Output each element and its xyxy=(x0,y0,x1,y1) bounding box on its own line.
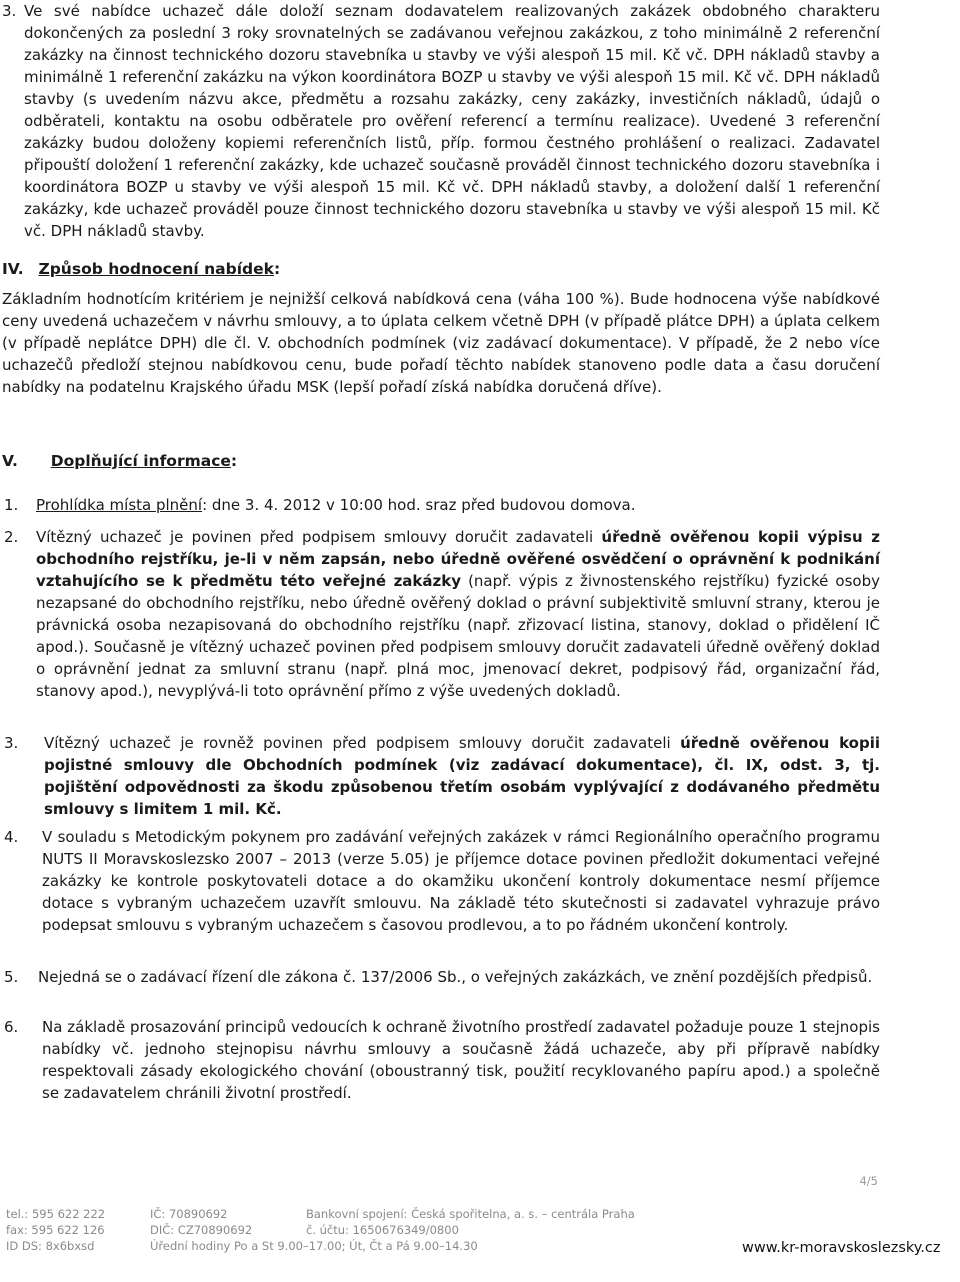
item-text xyxy=(36,494,960,516)
item-text: V souladu s Metodickým pokynem pro zadávání veřejných zakázek v rámci Regionálního operačního programu NUTS II Moravskoslezsko 2007 – 2013 (verze 5.05) je příjemce dotace povinen předložit dokumentaci veřejné zakázky ke kontrole poskytovateli dotace a do okamžiku ukončení kontroly dokumentace nesmí příjemce dotace s vybraným uchazečem uzavřít smlouvu. Na základě této skutečnosti si zadavatel vyhrazuje právo podepsat smlouvu s vybraným uchazečem s časovou prodlevou, a to po řádném ukončení kontroly. xyxy=(42,828,880,934)
section-number: V. xyxy=(2,452,18,470)
item-number: 6. xyxy=(4,1018,19,1036)
item-text: Na základě prosazování principů vedoucích k ochraně životního prostředí zadavatel požaduje pouze 1 stejnopis nabídky vč. jednoho stejnopisu návrhu smlouvy a současně žádá uchazeče, aby při přípravě nabídky respektovali zásady ekologického chování (oboustranný tisk, použití recyklovaného papíru apod.) a společně se zadavatelem chránili životní prostředí. xyxy=(42,1018,880,1102)
item-text xyxy=(36,526,960,702)
section-colon: : xyxy=(230,452,238,470)
section-iv-heading xyxy=(2,258,280,280)
item-number: 2. xyxy=(4,528,19,546)
section-title: Způsob hodnocení nabídek xyxy=(38,260,274,278)
footer-contact xyxy=(6,1206,105,1254)
section-number: IV. xyxy=(2,260,24,278)
footer-data-box: ID DS: 8x6bxsd xyxy=(6,1239,95,1253)
section-v-heading xyxy=(2,450,237,472)
item-text: Ve své nabídce uchazeč dále doloží seznam dodavatelem realizovaných zakázek obdobného charakteru dokončených za poslední 3 roky srovnatelných se zadávanou veřejnou zakázkou, z toho minimálně 2 referenční zakázky na činnost technického dozoru stavebníka u stavby ve výši alespoň 15 mil. Kč vč. DPH nákladů stavby a minimálně 1 referenční zakázku na výkon koordinátora BOZP u stavby ve výši alespoň 15 mil. Kč vč. DPH nákladů stavby (s uvedením názvu akce, předmětu a rozsahu zakázky, ceny zakázky, investičních nákladů, údajů o odběrateli, kontaktu na osobu odběratele pro ověření referencí a termínu realizace). Uvedené 3 referenční zakázky budou doloženy kopiemi referenčních listů, příp. formou čestného prohlášení o realizaci. Zadavatel připouští doložení 1 referenční zakázky, kde uchazeč současně prováděl činnost technického dozoru stavebníka i koordinátora BOZP u stavby ve výši alespoň 15 mil. Kč vč. DPH nákladů stavby, a doložení další 1 referenční zakázky, kde uchazeč prováděl pouze činnost technického dozoru stavebníka u stavby ve výši alespoň 15 mil. Kč vč. DPH nákladů stavby. xyxy=(24,2,880,240)
footer-fax: fax: 595 622 126 xyxy=(6,1223,105,1237)
section-title: Doplňující informace xyxy=(50,452,231,470)
inspection-label: Prohlídka místa plnění xyxy=(36,496,203,514)
item-text: Nejedná se o zadávací řízení dle zákona č. 137/2006 Sb., o veřejných zakázkách, ve znění pozdějších předpisů. xyxy=(38,968,873,986)
item-3-intro xyxy=(0,0,960,242)
footer-bank xyxy=(306,1206,635,1238)
item-number: 3. xyxy=(4,734,19,752)
info-item-4 xyxy=(0,826,960,936)
info-item-2 xyxy=(0,526,960,702)
footer-account: č. účtu: 1650676349/0800 xyxy=(306,1223,459,1237)
info-item-6 xyxy=(0,1016,960,1104)
item-text-part: (např. výpis z živnostenského rejstříku) fyzické osoby nezapsané do obchodního rejstříku, nebo úředně ověřený doklad o právní subjektivitě smluvní strany, kterou je právnická osoba nezapisovaná do obchodního rejstříku (např. zřizovací listina, stanovy, doklad o přidělení IČ apod.). Současně je vítězný uchazeč povinen před podpisem smlouvy doručit zadavateli úředně ověřený doklad o oprávnění jednat za smluvní stranu (např. plná moc, jmenovací dekret, podpisový řád, organizační řád, stanovy apod.), nevyplývá-li toto oprávnění přímo z výše uvedených dokladů. xyxy=(36,572,880,700)
item-text-bold: úředně ověřenou kopii výpisu z obchodního rejstříku, je-li v něm zapsán, nebo úředně ověřené osvědčení o oprávnění k podnikání vztahujícího se k předmětu této veřejné zakázky xyxy=(36,528,881,590)
item-text-part: Vítězný uchazeč je rovněž povinen před podpisem smlouvy doručit zadavateli xyxy=(44,734,681,752)
page-number: 4/5 xyxy=(859,1174,878,1188)
section-iv-text xyxy=(0,288,960,398)
section-colon: : xyxy=(273,260,281,278)
info-item-5 xyxy=(0,966,960,988)
item-text-bold: úředně ověřenou kopii pojistné smlouvy dle Obchodních podmínek (viz zadávací dokumentace), čl. IX, odst. 3, tj. pojištění odpovědnosti za škodu způsobenou třetím osobám vyplývající z dodávaného předmětu smlouvy s limitem 1 mil. Kč. xyxy=(44,734,880,818)
item-number: 4. xyxy=(4,828,19,846)
inspection-details: : dne 3. 4. 2012 v 10:00 hod. sraz před budovou domova. xyxy=(202,496,636,514)
item-text-part: Vítězný uchazeč je povinen před podpisem smlouvy doručit zadavateli xyxy=(36,528,602,546)
footer-ico: IČ: 70890692 xyxy=(150,1207,228,1221)
footer-dic: DIČ: CZ70890692 xyxy=(150,1223,253,1237)
evaluation-text: Základním hodnotícím kritériem je nejnižší celková nabídková cena (váha 100 %). Bude hodnocena výše nabídkové ceny uvedená uchazečem v návrhu smlouvy, a to úplata celkem včetně DPH (v případě plátce DPH) a úplata celkem (v případě neplátce DPH) dle čl. V. obchodních podmínek (viz zadávací dokumentace). V případě, že 2 nebo více uchazečů předloží stejnou nabídkovou cenu, bude pořadí těchto nabídek stanoveno podle data a času doručení nabídky na podatelnu Krajského úřadu MSK (lepší pořadí získá nabídka doručená dříve). xyxy=(2,290,880,396)
footer-office-hours: Úřední hodiny Po a St 9.00–17.00; Út, Čt a Pá 9.00–14.30 xyxy=(150,1239,478,1253)
item-text xyxy=(44,732,960,820)
info-item-3 xyxy=(0,732,960,820)
item-number: 3. xyxy=(2,2,17,20)
info-item-1 xyxy=(0,494,960,516)
footer-website-link[interactable]: www.kr-moravskoslezsky.cz xyxy=(742,1240,941,1256)
footer-bank-name: Bankovní spojení: Česká spořitelna, a. s. – centrála Praha xyxy=(306,1207,635,1221)
footer-phone: tel.: 595 622 222 xyxy=(6,1207,106,1221)
item-number: 5. xyxy=(4,968,19,986)
item-number: 1. xyxy=(4,496,19,514)
